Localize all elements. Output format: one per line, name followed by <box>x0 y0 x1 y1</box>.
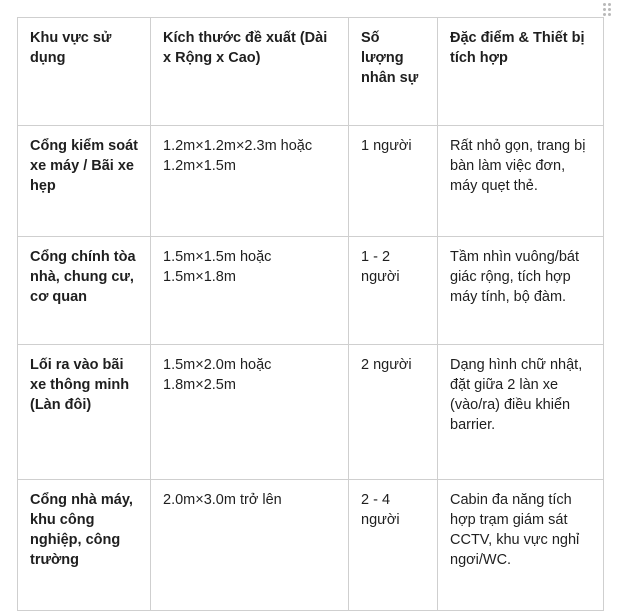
cell-area: Cổng kiểm soát xe máy / Bãi xe hẹp <box>18 126 151 237</box>
table-row <box>18 345 604 480</box>
cell-staff: 1 người <box>349 126 438 237</box>
size-table <box>17 17 604 611</box>
header-staff: Số lượng nhân sự <box>349 18 438 126</box>
cell-staff: 2 - 4 người <box>349 480 438 611</box>
cell-area: Lối ra vào bãi xe thông minh (Làn đôi) <box>18 345 151 480</box>
cell-size: 2.0m×3.0m trở lên <box>151 480 349 611</box>
cell-area: Cổng nhà máy, khu công nghiệp, công trường <box>18 480 151 611</box>
cell-size: 1.5m×1.5m hoặc 1.5m×1.8m <box>151 237 349 345</box>
cell-features: Tầm nhìn vuông/bát giác rộng, tích hợp máy tính, bộ đàm. <box>438 237 604 345</box>
cell-features: Rất nhỏ gọn, trang bị bàn làm việc đơn, máy quẹt thẻ. <box>438 126 604 237</box>
table-row <box>18 480 604 611</box>
cell-size: 1.5m×2.0m hoặc 1.8m×2.5m <box>151 345 349 480</box>
table-row <box>18 126 604 237</box>
header-features: Đặc điểm & Thiết bị tích hợp <box>438 18 604 126</box>
drag-handle-icon[interactable] <box>602 2 614 18</box>
cell-features: Dạng hình chữ nhật, đặt giữa 2 làn xe (vào/ra) điều khiển barrier. <box>438 345 604 480</box>
cell-size: 1.2m×1.2m×2.3m hoặc 1.2m×1.5m <box>151 126 349 237</box>
cell-staff: 1 - 2 người <box>349 237 438 345</box>
cell-staff: 2 người <box>349 345 438 480</box>
table-row <box>18 237 604 345</box>
header-area: Khu vực sử dụng <box>18 18 151 126</box>
cell-features: Cabin đa năng tích hợp trạm giám sát CCTV, khu vực nghỉ ngơi/WC. <box>438 480 604 611</box>
table-header-row <box>18 18 604 126</box>
header-size: Kích thước đề xuất (Dài x Rộng x Cao) <box>151 18 349 126</box>
cell-area: Cổng chính tòa nhà, chung cư, cơ quan <box>18 237 151 345</box>
